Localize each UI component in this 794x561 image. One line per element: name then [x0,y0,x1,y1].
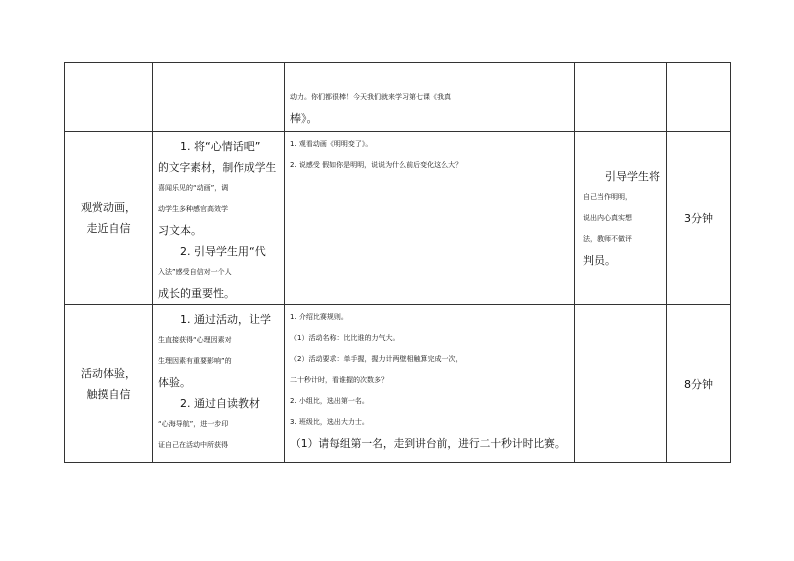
purpose-cell [153,305,285,463]
intent-line: 法，教师不做评 [583,234,632,243]
purpose-cell [153,63,285,132]
activity-line: 二十秒计时，看谁握的次数多？ [290,376,388,384]
time-cell [667,63,731,132]
stage-cell [65,63,153,132]
purpose-line: 的文字素材，制作成学生 [158,161,277,174]
activity-line: 2. 小组比，选出第一名。 [290,397,369,405]
stage-cell [65,305,153,463]
stage-line: 走近自信 [86,222,131,235]
intent-line: 说出内心真实想 [583,213,632,222]
purpose-line: 生理因素有重要影响”的 [158,357,232,365]
purpose-line: 动学生多种感官高效学 [158,205,228,213]
activity-cell [285,63,575,132]
purpose-line: 成长的重要性。 [158,287,235,300]
stage-cell [65,132,153,305]
intent-line: 自己当作明明， [583,192,632,201]
purpose-line: 体验。 [158,376,191,389]
purpose-line: 习文本。 [158,224,202,237]
purpose-line: 2. 引导学生用“代 [180,245,266,258]
activity-line: （2）活动要求：单手握，握力计两壁相触算完成一次， [290,355,463,363]
time-value: 8分钟 [684,377,713,391]
activity-line: 棒》。 [290,112,318,125]
intent-cell [575,132,667,305]
activity-line: 1. 观看动画《明明变了》。 [290,140,373,148]
purpose-line: 2. 通过自读教材 [180,397,260,410]
intent-cell [575,305,667,463]
activity-line: （1）请每组第一名，走到讲台前，进行二十秒计时比赛。 [290,437,566,450]
activity-line: 动力。你们都很棒！今天我们就来学习第七课《我真 [290,93,451,101]
stage-line: 活动体验， [81,366,136,380]
time-cell [667,305,731,463]
activity-cell [285,132,575,305]
purpose-line: 入法”感受自信对一个人 [158,268,232,276]
purpose-cell [153,132,285,305]
activity-line: 2. 说感受 假如你是明明，说说为什么前后变化这么大？ [290,161,463,169]
purpose-line: 1. 将“心情话吧” [180,140,261,153]
lesson-plan-table [64,62,731,463]
table-row [65,63,731,132]
purpose-line: “心海导航”，进一步印 [158,420,229,428]
activity-line: 1. 介绍比赛规则。 [290,313,348,321]
stage-line: 触摸自信 [86,387,131,401]
activity-line: 3. 班级比，选出大力士。 [290,418,369,426]
stage-line: 观赏动画， [81,201,136,214]
table-row [65,132,731,305]
purpose-line: 1. 通过活动，让学 [180,313,271,326]
table-row [65,305,731,463]
time-cell [667,132,731,305]
purpose-line: 证自己在活动中所获得 [158,441,228,449]
intent-line: 引导学生将 [605,169,660,183]
purpose-line: 生直接获得“心理因素对 [158,336,232,344]
time-value: 3分钟 [684,212,713,225]
activity-cell [285,305,575,463]
activity-line: （1）活动名称：比比谁的力气大。 [290,334,400,342]
intent-cell [575,63,667,132]
intent-line: 判员。 [583,253,616,267]
purpose-line: 喜闻乐见的“动画”，调 [158,184,229,192]
